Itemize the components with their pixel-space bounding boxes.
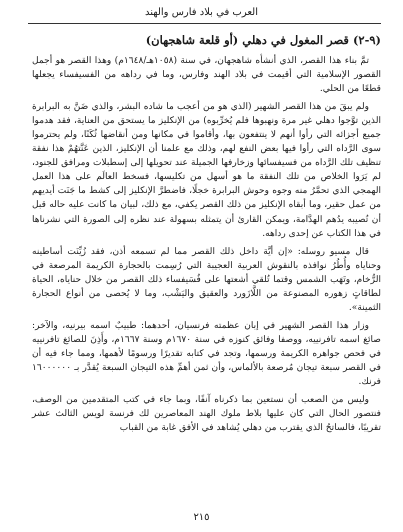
section-title: (٩-٢) قصر المغول في دهلي (أو قلعة شاهجهان): [145, 33, 381, 47]
header-divider: [28, 23, 381, 24]
paragraph: ولم يبقَ من هذا القصر الشهير (الذي هو من أعجب ما شاده البشر، والذي ضَنَّ به البرابرة الذين توَّجوا دهلي غير مرة ونهبوها فلم يُخرِّبوه) من الإنكليز ما يستحق من العناية، فقد هدموا جميع أجزائه التي رأوا أنهم لا ينتفعون بها، وأقاموا في مكانها ومن أنقاضها ثُكَنًا، ولم يحترموا سوى الرَّداه التي رأوا فيها بعض النفع لهم، وذلك مع علمنا أن الإنكليز، الذين عَنَّتهُمْ هذا نفقة تنظيف تلك الرَّداه من فسيفسائها وزخارفها الجميلة عند تحويلها إلى إسطبلات ومرافق للجنود، لم يَرَوا الخلاص من تلك النفقة ما هو أسهل من تكليسها، فسخط العالَم على هذا العمل الهمجي الذي تحمَّرُ منه وجوه وحوش البرابرة خجلًا، فاضطرَّ الإنكليز إلى كشط ما جَنَت أيديهم من عمل حقير، وما أبقاه الإنكليز من ذلك القصر يكفي، مع ذلك، لبيان ما كانت عليه حاله قبل أن تُصيبه يدُهم الهدَّامة، ويمكن القارئ أن يتمثله بسهولة عند نظره إلى الصورة التي نشرناها في هذا الكتاب عن إحدى رداهه.: [32, 102, 381, 239]
paragraph: قال مسيو روسله: «إن أيَّة داخل ذلك القصر مما لم تسمعه أذن، فقد زُيِّنَت أساطينه وحناياه وأُطُرُ نوافذه بالنقوش العربية العجيبة التي رُسِمت بالحجارة الكريمة المرصعة في الرُّخام، وتَهَب الشمس وقتما تُلقي أشعتها على فُسَيفساء ذلك القصر من خلال حناياه، الحياة لطاقاتٍ زهوره المصنوعة من اللَّازَورد والعقيق واليَشْب، وما لا يُحصى من أنواع الحجارة الثمينة».: [32, 246, 381, 313]
paragraph: وزار هذا القصر الشهير في إبان عظمته فرنسيان، أحدهما: طبيبٌ اسمه بيرنيه، والآخر: صائغ اسمه تافرنييه، ووصفا وفائق كنوزه في سنة ١٦٧٠م وسنة ١٦٦٧م، وأَذِنَ للصائغ تافرنييه في فحص جواهره الكريمة ورسمها، وتجد في كتابه تقديرًا ورسومًا لأهمها، ومما جاء فيه أن في القصر سبعة تيجان مُرصعة بالألماس، وأن ثمن أهمِّ هذه التيجان السبعة يُقدَّر بـ ١٦٠٠٠٠٠٠ فرنك.: [32, 320, 381, 388]
page-number: ٢١٥: [193, 512, 210, 523]
running-header: العرب في بلاد فارس والهند: [144, 7, 258, 18]
paragraph: تمَّ بناء هذا القصر، الذي أنشأه شاهجهان، في سنة (١٠٥٨هـ/١٦٤٨م) وهذا القصر هو أجمل القصور الإسلامية التي أقيمت في بلاد الهند وفارس، وما في رداهه من الفسيفساء يجعلها قطعًا من الحلي.: [32, 56, 381, 95]
paragraph: وليس من الصعب أن نستعين بما ذكرناه آنفًا، وبما جاء في كتب المتقدمين من الوصف، فنتصور الحال التي كان عليها بلاط ملوك الهند المعاصرين لك فرنسة لويس الثالث عشر تقريبًا، فالساتحُ الذي يقترب من دهلي يُشاهد في الأفق غابة من القباب: [32, 395, 381, 434]
page-body: [32, 30, 381, 435]
